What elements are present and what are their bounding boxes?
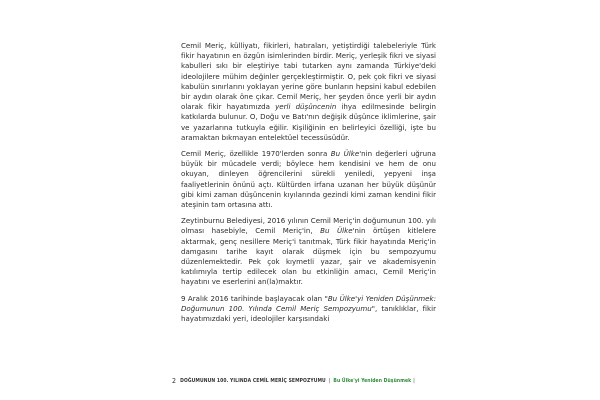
italic-text-run: "Bu Ülke'yi Yeniden Düşünmek: Doğumunun 100. Yılında Cemil Meriç Sempozyumu": [181, 293, 436, 313]
italic-text-run: Bu Ülke: [320, 226, 353, 236]
footer-separator: |: [328, 378, 331, 384]
text-run: Cemil Meriç, külliyatı, fikirleri, hatıraları, yetiştirdiği talebeleriyle Türk fikir hayatının en özgün isimlerinden birdir. Meriç, yerleşik fikri ve siyasi kabulleri sıkı bir eleştiriye tabi tutarken aynı zamanda Türkiye'deki ideolojilere mühim değinler gerçekleştirmiştir. O, pek çok fikri ve siyasi kabulün sınırlarını yoklayan yerine göre bunların hepsini kabul edebilen bir aydın olarak öne çıkar. Cemil Meriç, her şeyden önce yerli bir aydın olarak fikir hayatımızda: [181, 41, 436, 112]
italic-text-run: Bu Ülke: [330, 149, 360, 159]
text-run: 9 Aralık 2016 tarihinde başlayacak olan: [181, 293, 325, 303]
paragraph: [181, 216, 436, 287]
text-run: 'nin örtüşen kitlelere aktarmak, genç nesillere Meriç'i tanıtmak, Türk fikir hayatında Meriç'in damgasını tarihe kayıt olarak düşmek için bu sempozyumu düzenlemektedir. Pek çok kıymetli yazar, şair ve akademisyenin katılımıyla tertip edilecek olan bu etkinliğin amacı, Cemil Meriç'in hayatını ve eserlerini an(la)maktır.: [181, 226, 436, 287]
paragraph: [181, 149, 436, 210]
footer-end-separator: |: [413, 378, 415, 384]
text-run: Cemil Meriç, özellikle 1970'lerden sonra: [181, 149, 331, 159]
text-run: , tanıklıklar, fikir hayatımızdaki yeri, ideolojiler karşısındaki: [181, 303, 436, 324]
footer-subtitle: Bu Ülke'yi Yeniden Düşünmek: [333, 378, 412, 384]
page-footer: [172, 375, 438, 387]
italic-text-run: yerli düşüncenin: [275, 102, 337, 112]
paragraph: [181, 41, 436, 143]
paragraph: [181, 294, 436, 325]
page-number: 2: [172, 377, 177, 385]
body-text: [181, 41, 436, 330]
text-run: ihya edilmesinde belirgin katkılarda bulunur. O, Doğu ve Batı'nın değişik düşünce iklimlerine, şair ve yazarlarına tutkuyla eğilir. Kişiliğinin en belirleyici özelliği, işte bu aramaktan bıkmayan entelektüel tecessüsüdür.: [181, 102, 436, 142]
text-run: Zeytinburnu Belediyesi, 2016 yılının Cemil Meriç'in doğumunun 100. yılı olması hasebiyle, Cemil Meriç'in,: [181, 216, 436, 236]
text-run: 'nin değerleri uğruna büyük bir mücadele verdi; böylece hem kendisini ve hem de onu okuyan, dinleyen öğrencilerini sürekli yeniledi, yepyeni inşa faaliyetlerinin önünü açtı. Kültürden irfana uzanan her büyük düşünür gibi kimi zaman düşüncenin kıyılarında gezindi kimi zaman kendini fikir ateşinin tam ortasına attı.: [181, 149, 436, 210]
footer-title: DOĞUMUNUN 100. YILINDA CEMİL MERİÇ SEMPOZYUMU: [180, 378, 326, 384]
